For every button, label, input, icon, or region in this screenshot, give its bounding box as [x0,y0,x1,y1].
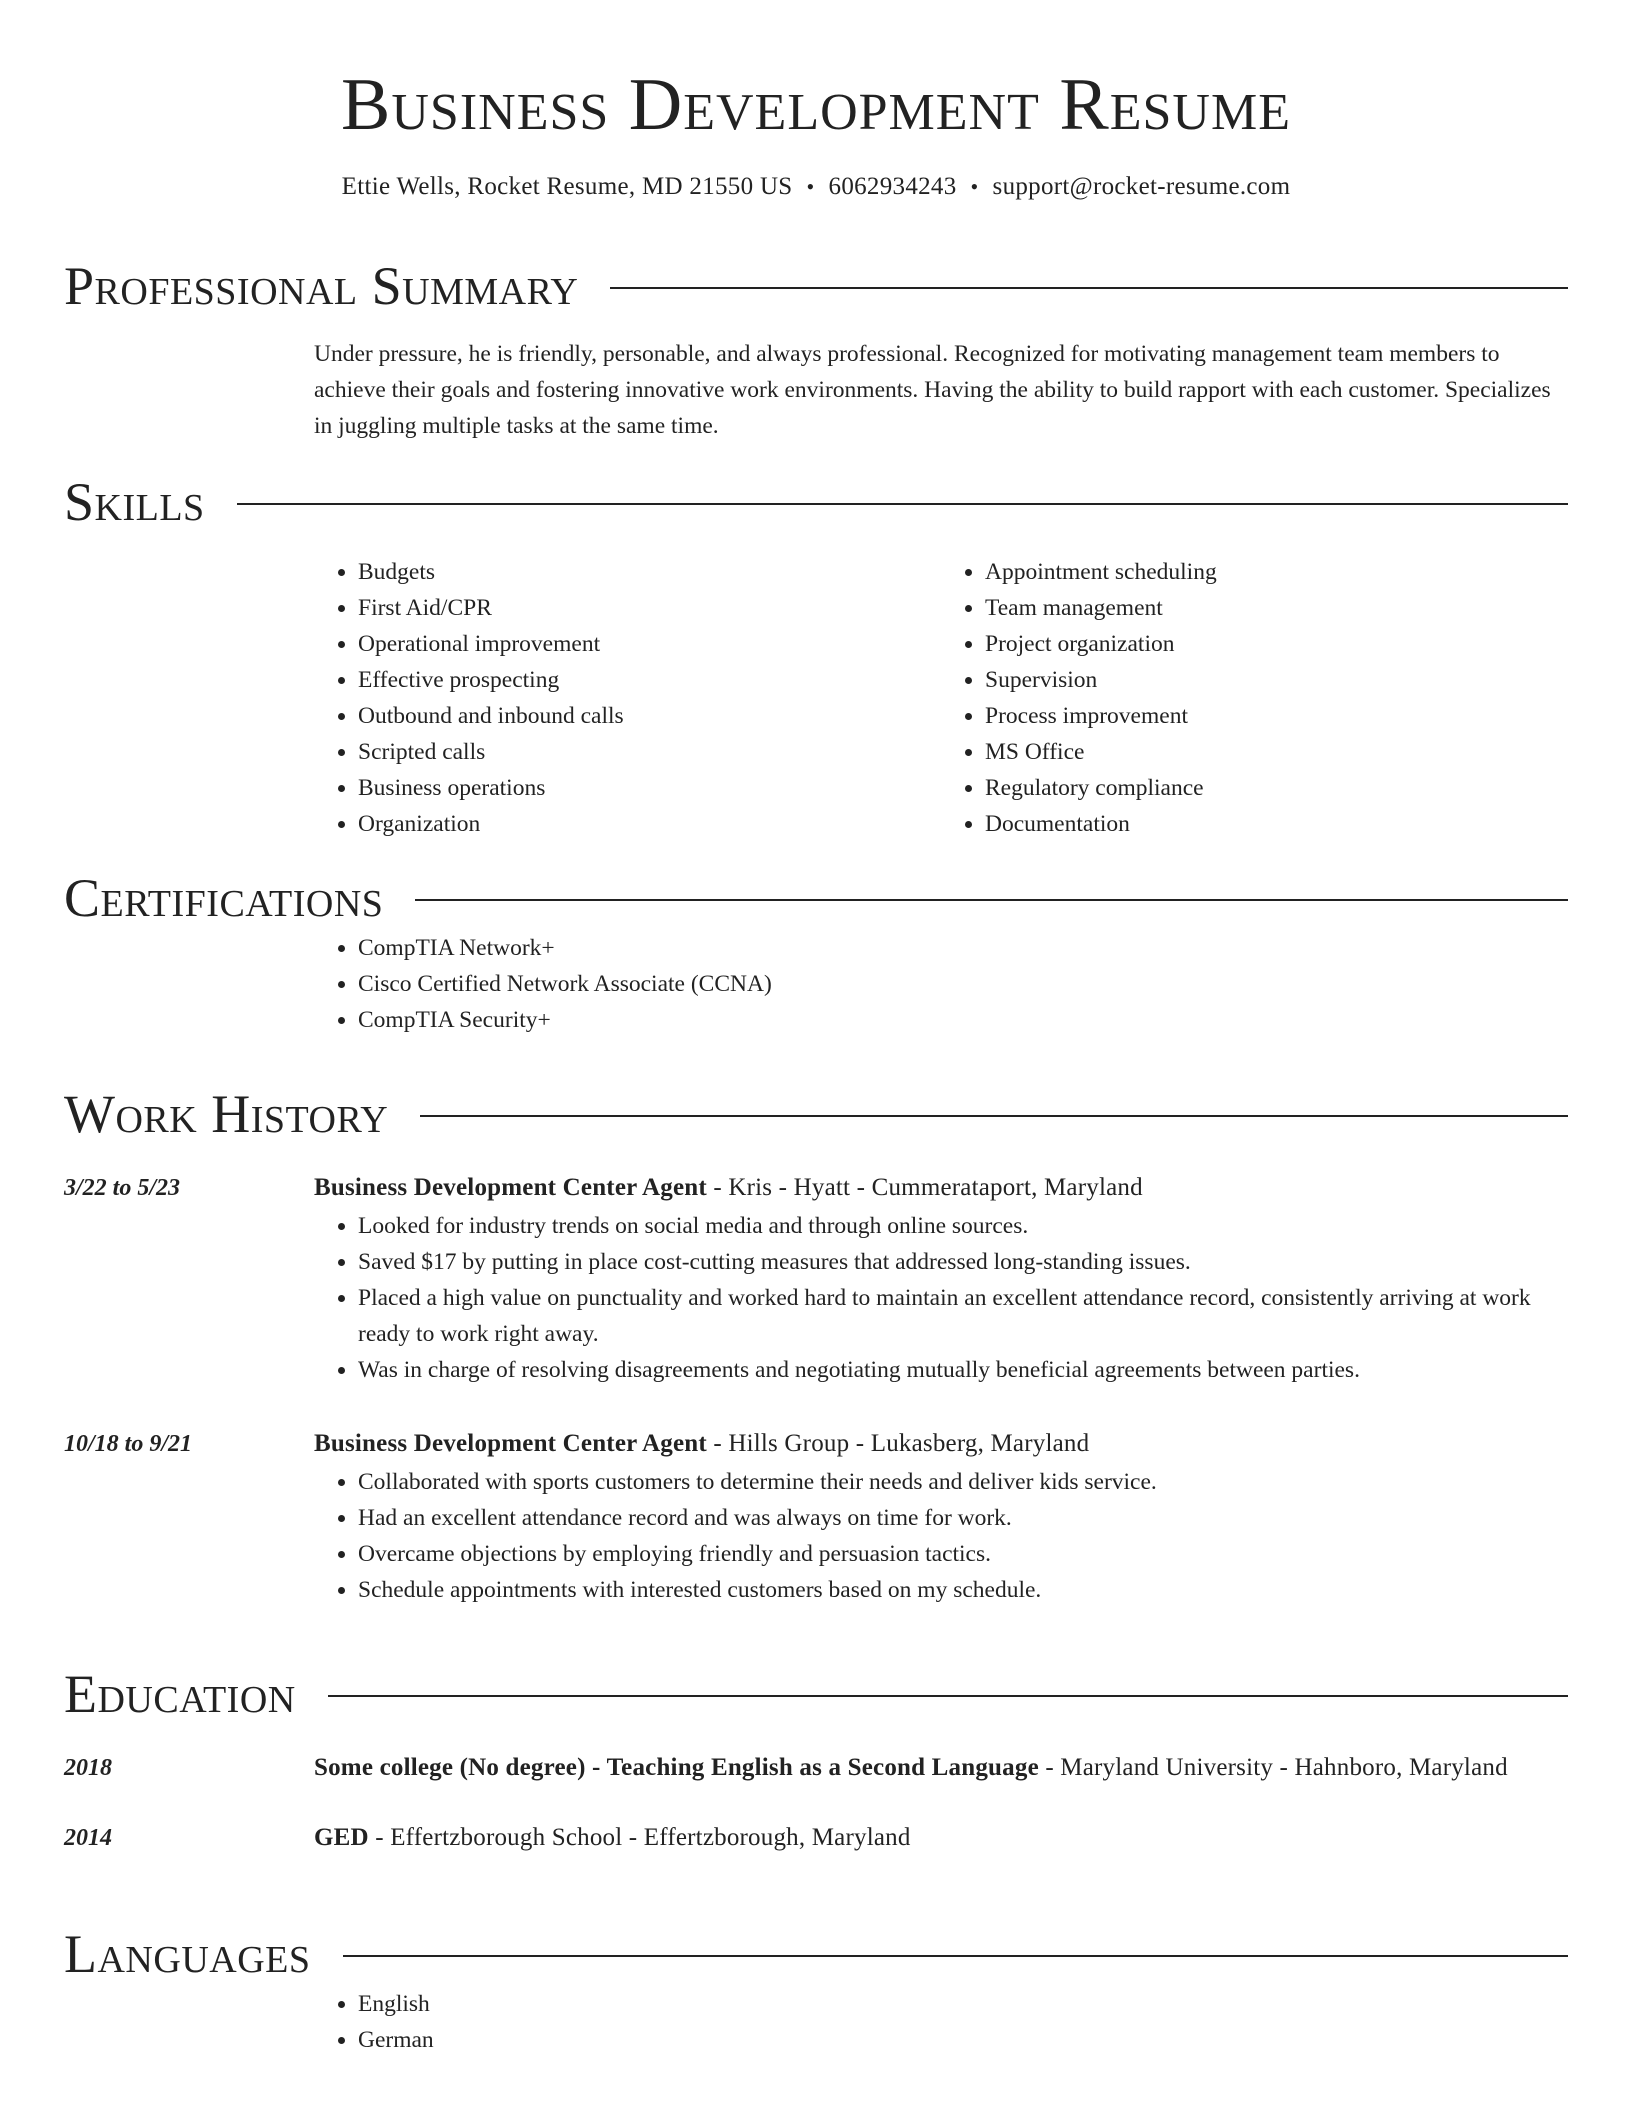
section-title-education: Education [64,1664,296,1724]
skill-item: • First Aid/CPR [358,590,941,626]
education-year: 2014 [64,1825,112,1851]
skill-item: • Budgets [358,554,941,590]
section-title-skills: Skills [64,472,205,532]
section-header [64,254,1568,318]
section-title-summary: Professional Summary [64,256,579,316]
section-skills [64,470,1568,842]
contact-separator: • [970,174,979,199]
education-year: 2018 [64,1755,112,1781]
skill-item: • Business operations [358,770,941,806]
skill-item: • Effective prospecting [358,662,941,698]
section-education [64,1662,1568,1858]
skills-list-left [314,554,941,842]
education-degree: Some college (No degree) - Teaching English as a Second Language [314,1754,1039,1781]
contact-separator: • [806,174,815,199]
section-header [64,1662,1568,1726]
skill-item: • Appointment scheduling [985,554,1568,590]
job-entry [64,1168,1568,1388]
language-item: • German [358,2022,1568,2058]
section-title-languages: Languages [64,1924,311,1984]
skills-grid [314,554,1568,842]
section-header [64,866,1568,930]
certification-item: • CompTIA Network+ [358,930,1568,966]
section-work-history [64,1082,1568,1608]
education-entry [64,1748,1568,1788]
summary-text: Under pressure, he is friendly, personable, and always professional. Recognized for motivating management team members to achieve their goals and fostering innovative work environments. Having the ability to build rapport with each customer. Specializes in juggling multiple tasks at the same time. [314,341,1551,439]
skill-item: • Scripted calls [358,734,941,770]
section-professional-summary [64,254,1568,444]
certifications-list [314,930,1568,1038]
skill-item: • Process improvement [985,698,1568,734]
section-header [64,1082,1568,1146]
section-header [64,470,1568,534]
job-company: - Hills Group - Lukasberg, Maryland [706,1430,1090,1457]
resume-title: Business Development Resume [341,64,1291,146]
contact-email: support@rocket-resume.com [992,173,1291,200]
contact-address: Ettie Wells, Rocket Resume, MD 21550 US [341,173,793,200]
certification-item: • CompTIA Security+ [358,1002,1568,1038]
section-title-work-history: Work History [64,1084,389,1144]
section-divider [610,287,1568,289]
job-dates: 3/22 to 5/23 [64,1175,181,1201]
resume-page [64,0,1568,2053]
section-divider [328,1695,1568,1697]
education-heading [314,1748,1568,1788]
responsibility-item: • Had an excellent attendance record and was always on time for work. [358,1500,1568,1536]
responsibility-item: • Placed a high value on punctuality and worked hard to maintain an excellent attendance record, consistently arriving at work ready to work right away. [358,1280,1568,1352]
section-languages [64,1922,1568,2058]
skill-item: • Outbound and inbound calls [358,698,941,734]
responsibility-item: • Saved $17 by putting in place cost-cutting measures that addressed long-standing issues. [358,1244,1568,1280]
skill-item: • Project organization [985,626,1568,662]
section-divider [415,899,1568,901]
skill-item: • MS Office [985,734,1568,770]
section-title-certifications: Certifications [64,868,384,928]
job-responsibilities [314,1208,1568,1388]
job-dates: 10/18 to 9/21 [64,1431,193,1457]
job-title: Business Development Center Agent [314,1430,707,1457]
language-item: • English [358,1986,1568,2022]
education-entry [64,1818,1568,1858]
skill-item: • Documentation [985,806,1568,842]
skills-list-right [941,554,1568,842]
certification-item: • Cisco Certified Network Associate (CCNA) [358,966,1568,1002]
education-heading [314,1818,1568,1858]
job-heading [314,1424,1568,1464]
section-divider [420,1115,1568,1117]
skill-item: • Team management [985,590,1568,626]
job-company: - Kris - Hyatt - Cummerataport, Maryland [706,1174,1143,1201]
skill-item: • Regulatory compliance [985,770,1568,806]
education-degree: GED [314,1824,369,1851]
contact-phone: 6062934243 [828,173,957,200]
job-heading [314,1168,1568,1208]
skill-item: • Operational improvement [358,626,941,662]
responsibility-item: • Looked for industry trends on social media and through online sources. [358,1208,1568,1244]
section-divider [343,1955,1569,1957]
responsibility-item: • Was in charge of resolving disagreements and negotiating mutually beneficial agreements between parties. [358,1352,1568,1388]
responsibility-item: • Overcame objections by employing friendly and persuasion tactics. [358,1536,1568,1572]
skill-item: • Organization [358,806,941,842]
job-entry [64,1424,1568,1608]
education-school: - Effertzborough School - Effertzborough, Maryland [368,1824,911,1851]
section-divider [237,503,1568,505]
contact-line [64,170,1568,204]
education-school: - Maryland University - Hahnboro, Maryland [1038,1754,1508,1781]
section-certifications [64,866,1568,1038]
responsibility-item: • Schedule appointments with interested customers based on my schedule. [358,1572,1568,1608]
responsibility-item: • Collaborated with sports customers to determine their needs and deliver kids service. [358,1464,1568,1500]
skill-item: • Supervision [985,662,1568,698]
job-title: Business Development Center Agent [314,1174,707,1201]
section-header [64,1922,1568,1986]
languages-list [314,1986,1568,2058]
job-responsibilities [314,1464,1568,1608]
